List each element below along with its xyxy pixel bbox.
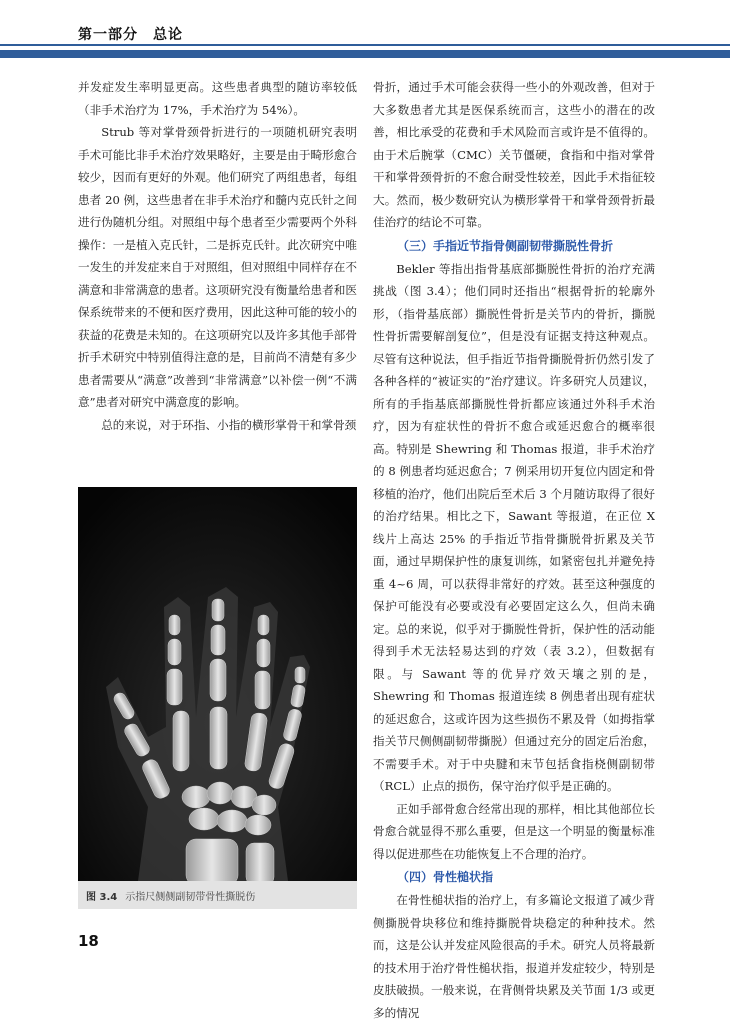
figure-number: 图 3.4: [86, 892, 118, 903]
right-text-column: [373, 76, 655, 1024]
body-paragraph: 正如手部骨愈合经常出现的那样，相比其他部位长骨愈合就显得不那么重要，但是这一个明显的衡量标准得以促进那些在功能恢复上不合理的治疗。: [373, 801, 655, 861]
hand-xray-image: [78, 487, 357, 881]
body-paragraph: Bekler 等指出指骨基底部撕脱性骨折的治疗充满挑战（图 3.4）；他们同时还指出“根据骨折的轮廓外形，（指骨基底部）撕脱性骨折是关节内的骨折，撕脱性骨折需要解剖复位”，但是没有证据支持这种观点。尽管有这种说法，但手指近节指骨撕脱骨折仍然引发了各种各样的“被证实的”治疗建议。许多研究人员建议，所有的手指基底部撕脱性骨折都应该通过外科手术治疗，因为有症状性的骨折不愈合或延迟愈合的概率很高。特别是 Shewring 和 Thomas 报道，非手术治疗的 8 例患者均延迟愈合；7 例采用切开复位内固定和骨移植的治疗，他们出院后至术后 3 个月随访取得了很好的治疗结果。相比之下，Sawant 等报道，在正位 X 线片上高达 25% 的手指近节指骨撕脱骨折累及关节面，通过早期保护性的康复训练，如紧密包扎并避免持重 4~6 周，可以获得非常好的疗效。甚至这种强度的保护可能没有必要或没有必要固定这么久，但尚未确定。总的来说，似乎对于撕脱性骨折，保护性的活动能得到手术无法轻易达到的疗效（表 3.2），但数据有限。与 Sawant 等的优异疗效天壤之别的是，Shewring 和 Thomas 报道连续 8 例患者出现有症状的延迟愈合，这或许因为这些损伤不累及骨（如拇指掌指关节尺侧侧副韧带撕脱）但通过充分的固定后治愈，不需要手术。对于中央腱和末节包括食指桡侧副韧带（RCL）止点的损伤，保守治疗似乎是正确的。: [373, 261, 655, 793]
figure-caption-text: 示指尺侧侧副韧带骨性撕脱伤: [125, 892, 256, 903]
body-paragraph: 总的来说，对于环指、小指的横形掌骨干和掌骨颈: [101, 417, 357, 432]
section-heading: （三）手指近节指骨侧副韧带撕脱性骨折: [397, 238, 614, 253]
running-header: 第一部分 总论: [78, 27, 183, 43]
body-paragraph: 在骨性槌状指的治疗上，有多篇论文报道了减少背侧撕脱骨块移位和维持撕脱骨块稳定的种种技术。然而，这是公认并发症风险很高的手术。研究人员将最新的技术用于治疗骨性槌状指，报道并发症较少，特别是皮肤破损。一般来说，在背侧骨块累及关节面 1/3 或更多的情况: [373, 893, 655, 1020]
header-rule-thin: [0, 44, 730, 46]
page-number: 18: [78, 932, 99, 950]
figure-caption: [78, 881, 357, 909]
section-heading: （四）骨性槌状指: [397, 870, 494, 884]
body-paragraph: 骨折，通过手术可能会获得一些小的外观改善，但对于大多数患者尤其是医保系统而言，这些小的潜在的改善，相比承受的花费和手术风险而言或许是不值得的。由于术后腕掌（CMC）关节僵硬，食指和中指对掌骨干和掌骨颈骨折的不愈合耐受性较差，因此手术指征较大。然而，极少数研究认为横形掌骨干和掌骨颈骨折最佳治疗的结论不可靠。: [373, 80, 655, 229]
left-text-column: [78, 76, 357, 436]
header-rule-thick: [0, 50, 730, 58]
body-paragraph: 并发症发生率明显更高。这些患者典型的随访率较低（非手术治疗为 17%，手术治疗为 54%）。: [78, 80, 357, 117]
body-paragraph: Strub 等对掌骨颈骨折进行的一项随机研究表明手术可能比非手术治疗效果略好，主要是由于畸形愈合较少，因而有更好的外观。他们研究了两组患者，每组患者 20 例，这些患者在非手术治疗和髓内克氏针之间进行伪随机分组。对照组中每个患者至少需要两个外科操作：一是植入克氏针，二是拆克氏针。此次研究中唯一发生的并发症来自于对照组，但对照组中同样存在不满意和非常满意的患者。这项研究没有衡量给患者和医保系统带来的不便和医疗费用，因此这种可能的较小的获益的花费是未知的。在这项研究以及许多其他手部骨折手术研究中特别值得注意的是，目前尚不清楚有多少患者需要从“满意”改善到“非常满意”以补偿一例“不满意”患者对研究中满意度的影响。: [78, 125, 357, 409]
figure-3-4: [78, 487, 357, 909]
